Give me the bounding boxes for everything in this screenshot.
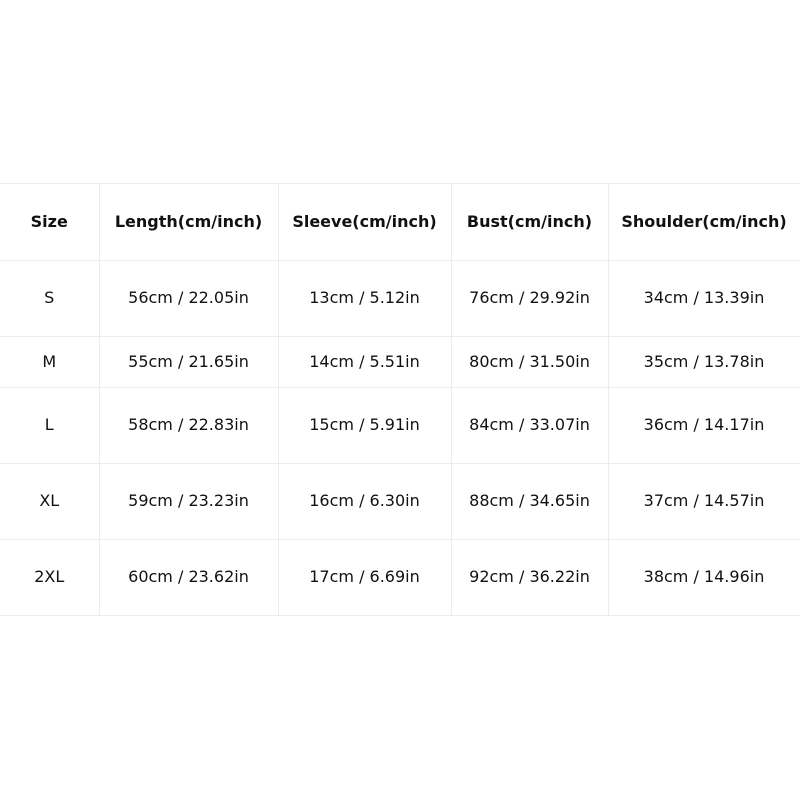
bust-cell: 84cm / 33.07in — [451, 388, 608, 464]
header-shoulder: Shoulder(cm/inch) — [608, 184, 800, 261]
size-cell: L — [0, 388, 99, 464]
size-cell: M — [0, 337, 99, 388]
header-size: Size — [0, 184, 99, 261]
header-sleeve: Sleeve(cm/inch) — [278, 184, 451, 261]
shoulder-cell: 35cm / 13.78in — [608, 337, 800, 388]
length-cell: 55cm / 21.65in — [99, 337, 278, 388]
table-row — [0, 388, 800, 464]
sleeve-cell: 13cm / 5.12in — [278, 261, 451, 337]
size-chart-table — [0, 183, 800, 616]
table-row — [0, 337, 800, 388]
bust-cell: 92cm / 36.22in — [451, 540, 608, 616]
shoulder-cell: 34cm / 13.39in — [608, 261, 800, 337]
table-header-row — [0, 184, 800, 261]
length-cell: 60cm / 23.62in — [99, 540, 278, 616]
length-cell: 56cm / 22.05in — [99, 261, 278, 337]
length-cell: 59cm / 23.23in — [99, 464, 278, 540]
header-bust: Bust(cm/inch) — [451, 184, 608, 261]
bust-cell: 88cm / 34.65in — [451, 464, 608, 540]
table-row — [0, 540, 800, 616]
header-length: Length(cm/inch) — [99, 184, 278, 261]
size-cell: XL — [0, 464, 99, 540]
length-cell: 58cm / 22.83in — [99, 388, 278, 464]
table-row — [0, 464, 800, 540]
sleeve-cell: 15cm / 5.91in — [278, 388, 451, 464]
shoulder-cell: 36cm / 14.17in — [608, 388, 800, 464]
shoulder-cell: 37cm / 14.57in — [608, 464, 800, 540]
sleeve-cell: 17cm / 6.69in — [278, 540, 451, 616]
size-cell: 2XL — [0, 540, 99, 616]
shoulder-cell: 38cm / 14.96in — [608, 540, 800, 616]
size-cell: S — [0, 261, 99, 337]
sleeve-cell: 14cm / 5.51in — [278, 337, 451, 388]
bust-cell: 76cm / 29.92in — [451, 261, 608, 337]
bust-cell: 80cm / 31.50in — [451, 337, 608, 388]
sleeve-cell: 16cm / 6.30in — [278, 464, 451, 540]
table-row — [0, 261, 800, 337]
